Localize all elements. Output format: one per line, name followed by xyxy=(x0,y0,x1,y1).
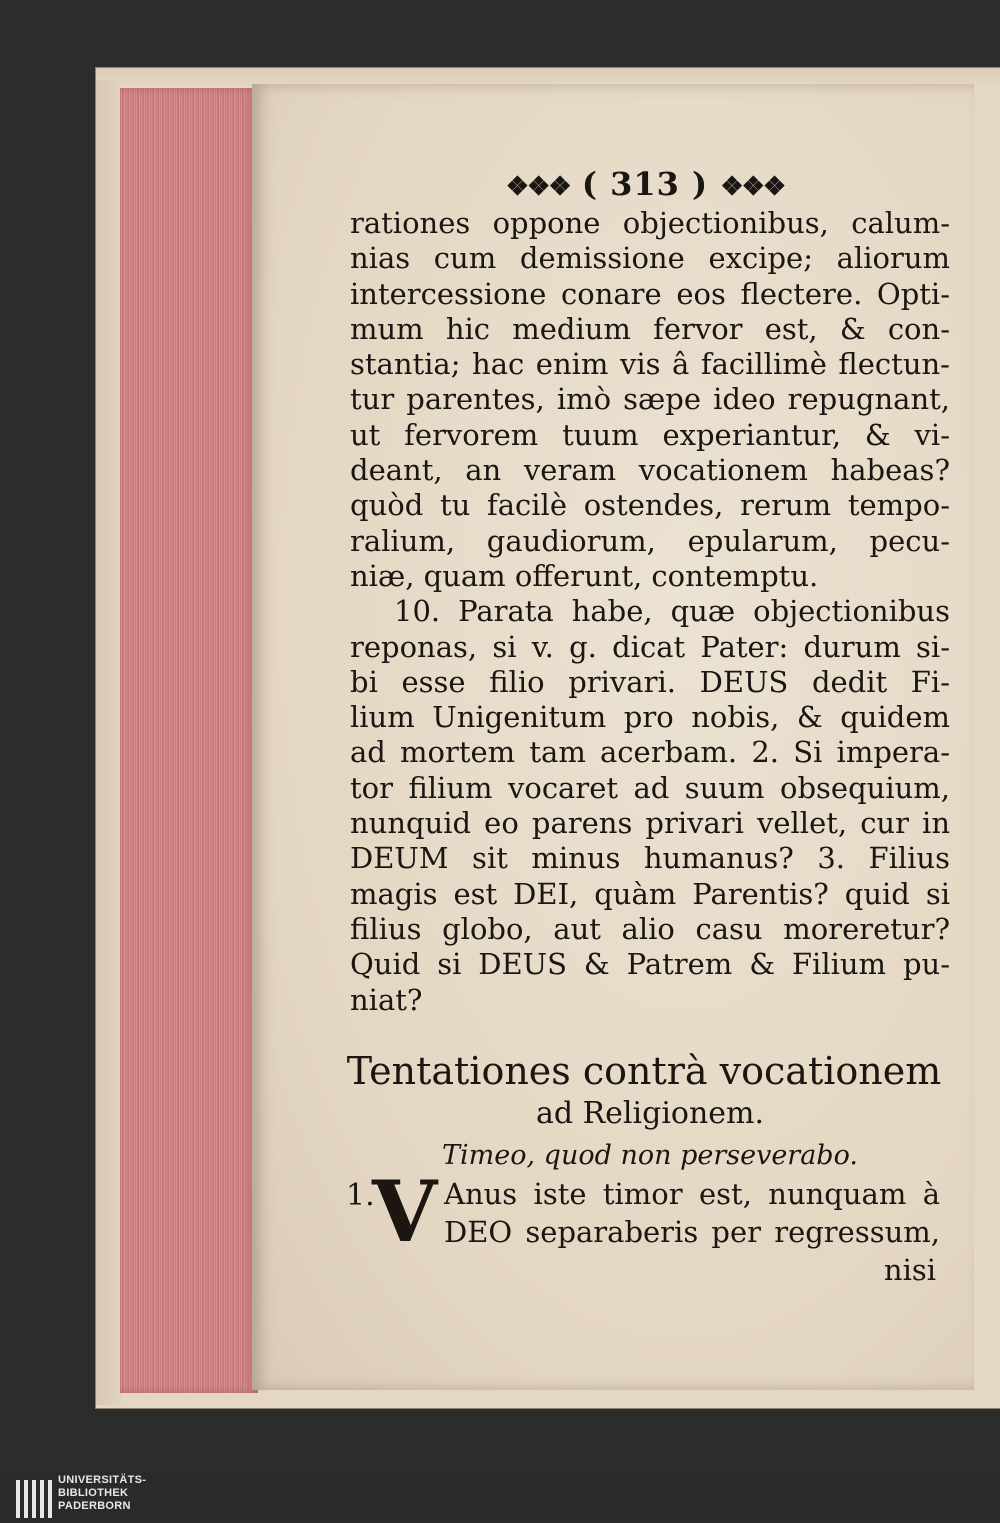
text-line: tor filium vocaret ad suum obsequium, xyxy=(350,770,950,805)
catchword: nisi xyxy=(883,1252,936,1287)
footer-bar xyxy=(0,1472,1000,1523)
text-line: mum hic medium fervor est, & con- xyxy=(350,311,950,346)
body-paragraphs xyxy=(350,206,950,1018)
page-number: ( 313 ) xyxy=(581,165,709,203)
text-line: rationes oppone objectionibus, calum- xyxy=(350,206,950,240)
text-line: stantia; hac enim vis â facillimè flectun- xyxy=(350,347,950,382)
drop-cap: V xyxy=(372,1161,438,1261)
item-number: 1. xyxy=(346,1177,375,1213)
text-line: tur parentes, imò sæpe ideo repugnant, xyxy=(350,382,950,417)
text-line: ad mortem tam acerbam. 2. Si impera- xyxy=(350,735,950,770)
library-line: UNIVERSITÄTS- xyxy=(58,1474,147,1486)
text-line: filius globo, aut alio casu moreretur? xyxy=(350,911,950,946)
section-heading: Tentationes contrà vocationem xyxy=(346,1048,942,1093)
page-header xyxy=(340,162,950,206)
library-logo-icon xyxy=(14,1478,54,1520)
text-line: nunquid eo parens privari vellet, cur in xyxy=(350,806,950,841)
text-line: reponas, si v. g. dicat Pater: durum si- xyxy=(350,629,950,664)
numbered-item xyxy=(346,1161,950,1261)
text-line: intercessione conare eos flectere. Opti- xyxy=(350,276,950,311)
text-line: Quid si DEUS & Patrem & Filium pu- xyxy=(350,947,950,982)
page-text xyxy=(346,162,950,1288)
red-page-edges xyxy=(120,88,258,1393)
item-line: Anus iste timor est, nunquam à xyxy=(444,1176,940,1211)
text-line: quòd tu facilè ostendes, rerum tempo- xyxy=(350,488,950,523)
ornament-left-icon: ❖❖❖ xyxy=(505,172,570,202)
text-line: bi esse filio privari. DEUS dedit Fi- xyxy=(350,664,950,699)
cover-edge-left xyxy=(96,80,122,1405)
text-line: 10. Parata habe, quæ objectionibus xyxy=(394,594,950,629)
library-name xyxy=(58,1474,146,1513)
text-line: nias cum demissione excipe; aliorum xyxy=(350,241,950,276)
section-heading-line2: ad Religionem. xyxy=(535,1095,765,1131)
library-line: PADERBORN xyxy=(58,1500,131,1512)
text-line: DEUM sit minus humanus? 3. Filius xyxy=(350,841,950,876)
text-line: magis est DEI, quàm Parentis? quid si xyxy=(350,876,950,911)
text-line: ralium, gaudiorum, epularum, pecu- xyxy=(350,523,950,558)
spacer xyxy=(350,1018,950,1048)
text-line: niat? xyxy=(350,982,423,1017)
ornament-right-icon: ❖❖❖ xyxy=(720,172,785,202)
library-line: BIBLIOTHEK xyxy=(58,1487,129,1499)
text-line: deant, an veram vocationem habeas? xyxy=(350,453,950,488)
section-subtitle: Timeo, quod non perseverabo. xyxy=(442,1139,858,1171)
text-line: ut fervorem tuum experiantur, & vi- xyxy=(350,417,950,452)
item-line: DEO separaberis per regressum, xyxy=(444,1214,940,1249)
text-line: niæ, quam offerunt, contemptu. xyxy=(350,558,819,593)
text-line: lium Unigenitum pro nobis, & quidem xyxy=(350,700,950,735)
